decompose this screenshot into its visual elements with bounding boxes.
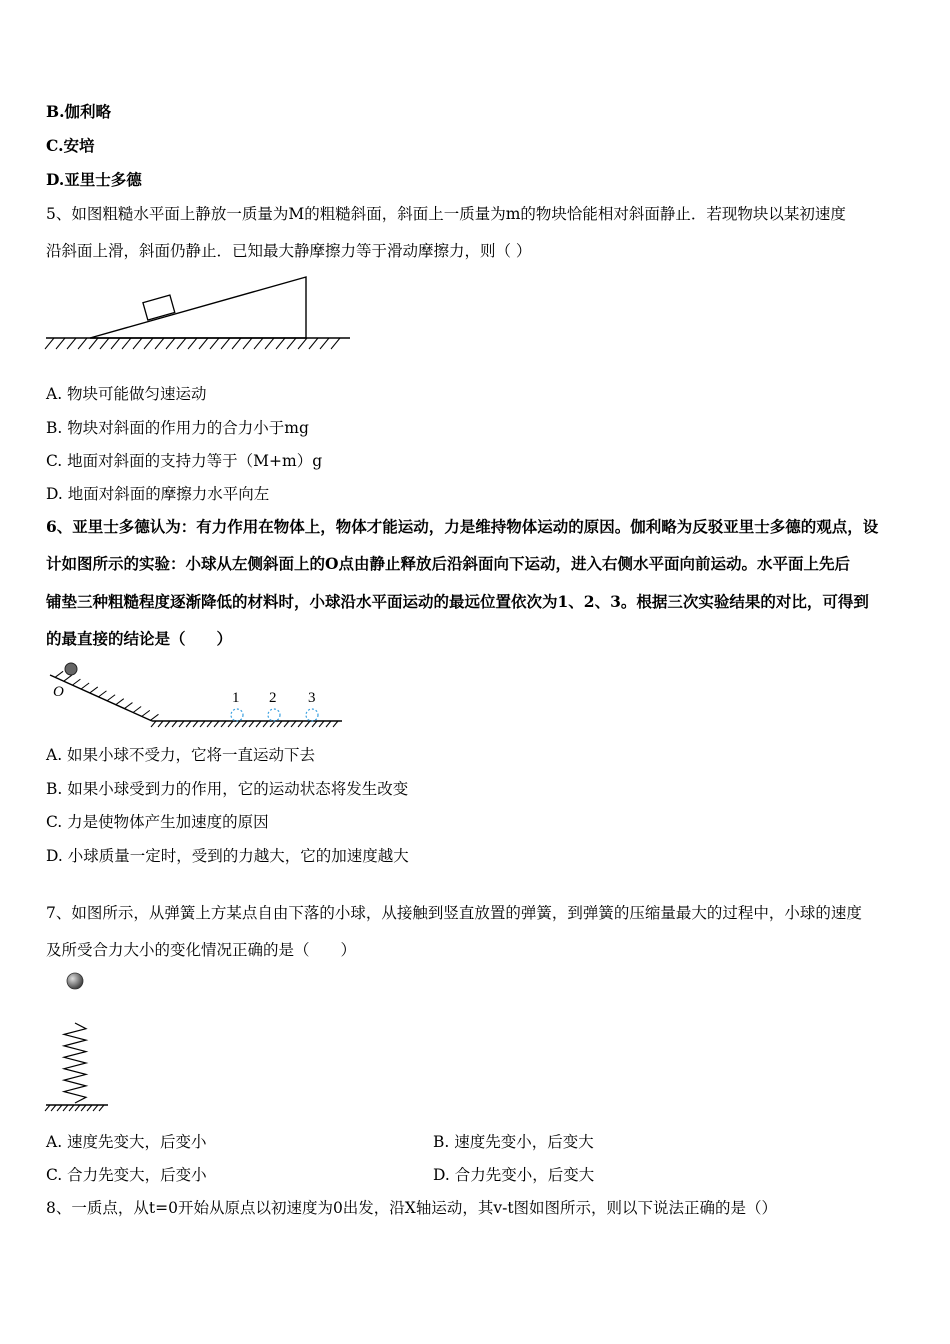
q6-stem-line2: 计如图所示的实验：小球从左侧斜面上的O点由静止释放后沿斜面向下运动，进入右侧水平面向前运动。水平面上先后	[46, 554, 851, 573]
point-o-label: O	[53, 684, 64, 700]
q7-option-c: C. 合力先变大，后变小	[46, 1166, 207, 1184]
q5-option-b: B. 物块对斜面的作用力的合力小于mg	[46, 419, 309, 437]
q5-stem-line1: 5、如图粗糙水平面上静放一质量为M的粗糙斜面，斜面上一质量为m的物块恰能相对斜面静止．若现物块以某初速度	[46, 205, 846, 223]
q6-option-a: A. 如果小球不受力，它将一直运动下去	[46, 746, 316, 764]
spring-icon	[64, 1023, 86, 1103]
position-2-ball-icon	[268, 709, 280, 721]
q6-ramp-figure	[44, 658, 344, 733]
q5-option-d: D. 地面对斜面的摩擦力水平向左	[46, 485, 270, 503]
q4-option-c: C.安培	[46, 136, 95, 155]
q5-option-c: C. 地面对斜面的支持力等于（M+m）g	[46, 452, 323, 470]
position-2-label: 2	[269, 690, 277, 706]
q6-option-c: C. 力是使物体产生加速度的原因	[46, 813, 269, 831]
q6-option-d: D. 小球质量一定时，受到的力越大，它的加速度越大	[46, 847, 409, 865]
q4-option-d: D.亚里士多德	[46, 170, 142, 189]
q7-stem-line1: 7、如图所示，从弹簧上方某点自由下落的小球，从接触到竖直放置的弹簧，到弹簧的压缩量最大的过程中，小球的速度	[46, 904, 862, 922]
ball-icon	[67, 973, 83, 989]
q6-stem-line1: 6、亚里士多德认为：有力作用在物体上，物体才能运动，力是维持物体运动的原因。伽利略为反驳亚里士多德的观点，设	[46, 517, 879, 536]
q8-stem: 8、一质点，从t=0开始从原点以初速度为0出发，沿X轴运动，其v-t图如图所示，则以下说法正确的是（）	[46, 1199, 778, 1217]
q7-option-b: B. 速度先变小，后变大	[433, 1133, 594, 1151]
q6-stem-line4: 的最直接的结论是（ ）	[46, 629, 233, 648]
q7-option-d: D. 合力先变小，后变大	[433, 1166, 595, 1184]
q7-spring-figure	[44, 970, 114, 1115]
q5-option-a: A. 物块可能做匀速运动	[46, 385, 207, 403]
q4-option-b: B.伽利略	[46, 102, 111, 121]
position-1-ball-icon	[231, 709, 243, 721]
position-3-ball-icon	[306, 709, 318, 721]
q7-stem-line2: 及所受合力大小的变化情况正确的是（ ）	[46, 941, 357, 959]
q5-incline-figure	[44, 270, 354, 355]
q6-stem-line3: 铺垫三种粗糙程度逐渐降低的材料时，小球沿水平面运动的最远位置依次为1、2、3。根据三次实验结果的对比，可得到	[46, 592, 869, 611]
q7-option-a: A. 速度先变大，后变小	[46, 1133, 207, 1151]
position-1-label: 1	[232, 690, 240, 706]
q6-option-b: B. 如果小球受到力的作用，它的运动状态将发生改变	[46, 780, 409, 798]
position-3-label: 3	[308, 690, 316, 706]
q5-stem-line2: 沿斜面上滑，斜面仍静止．已知最大静摩擦力等于滑动摩擦力，则（ ）	[46, 242, 532, 260]
ball-icon	[65, 663, 77, 675]
